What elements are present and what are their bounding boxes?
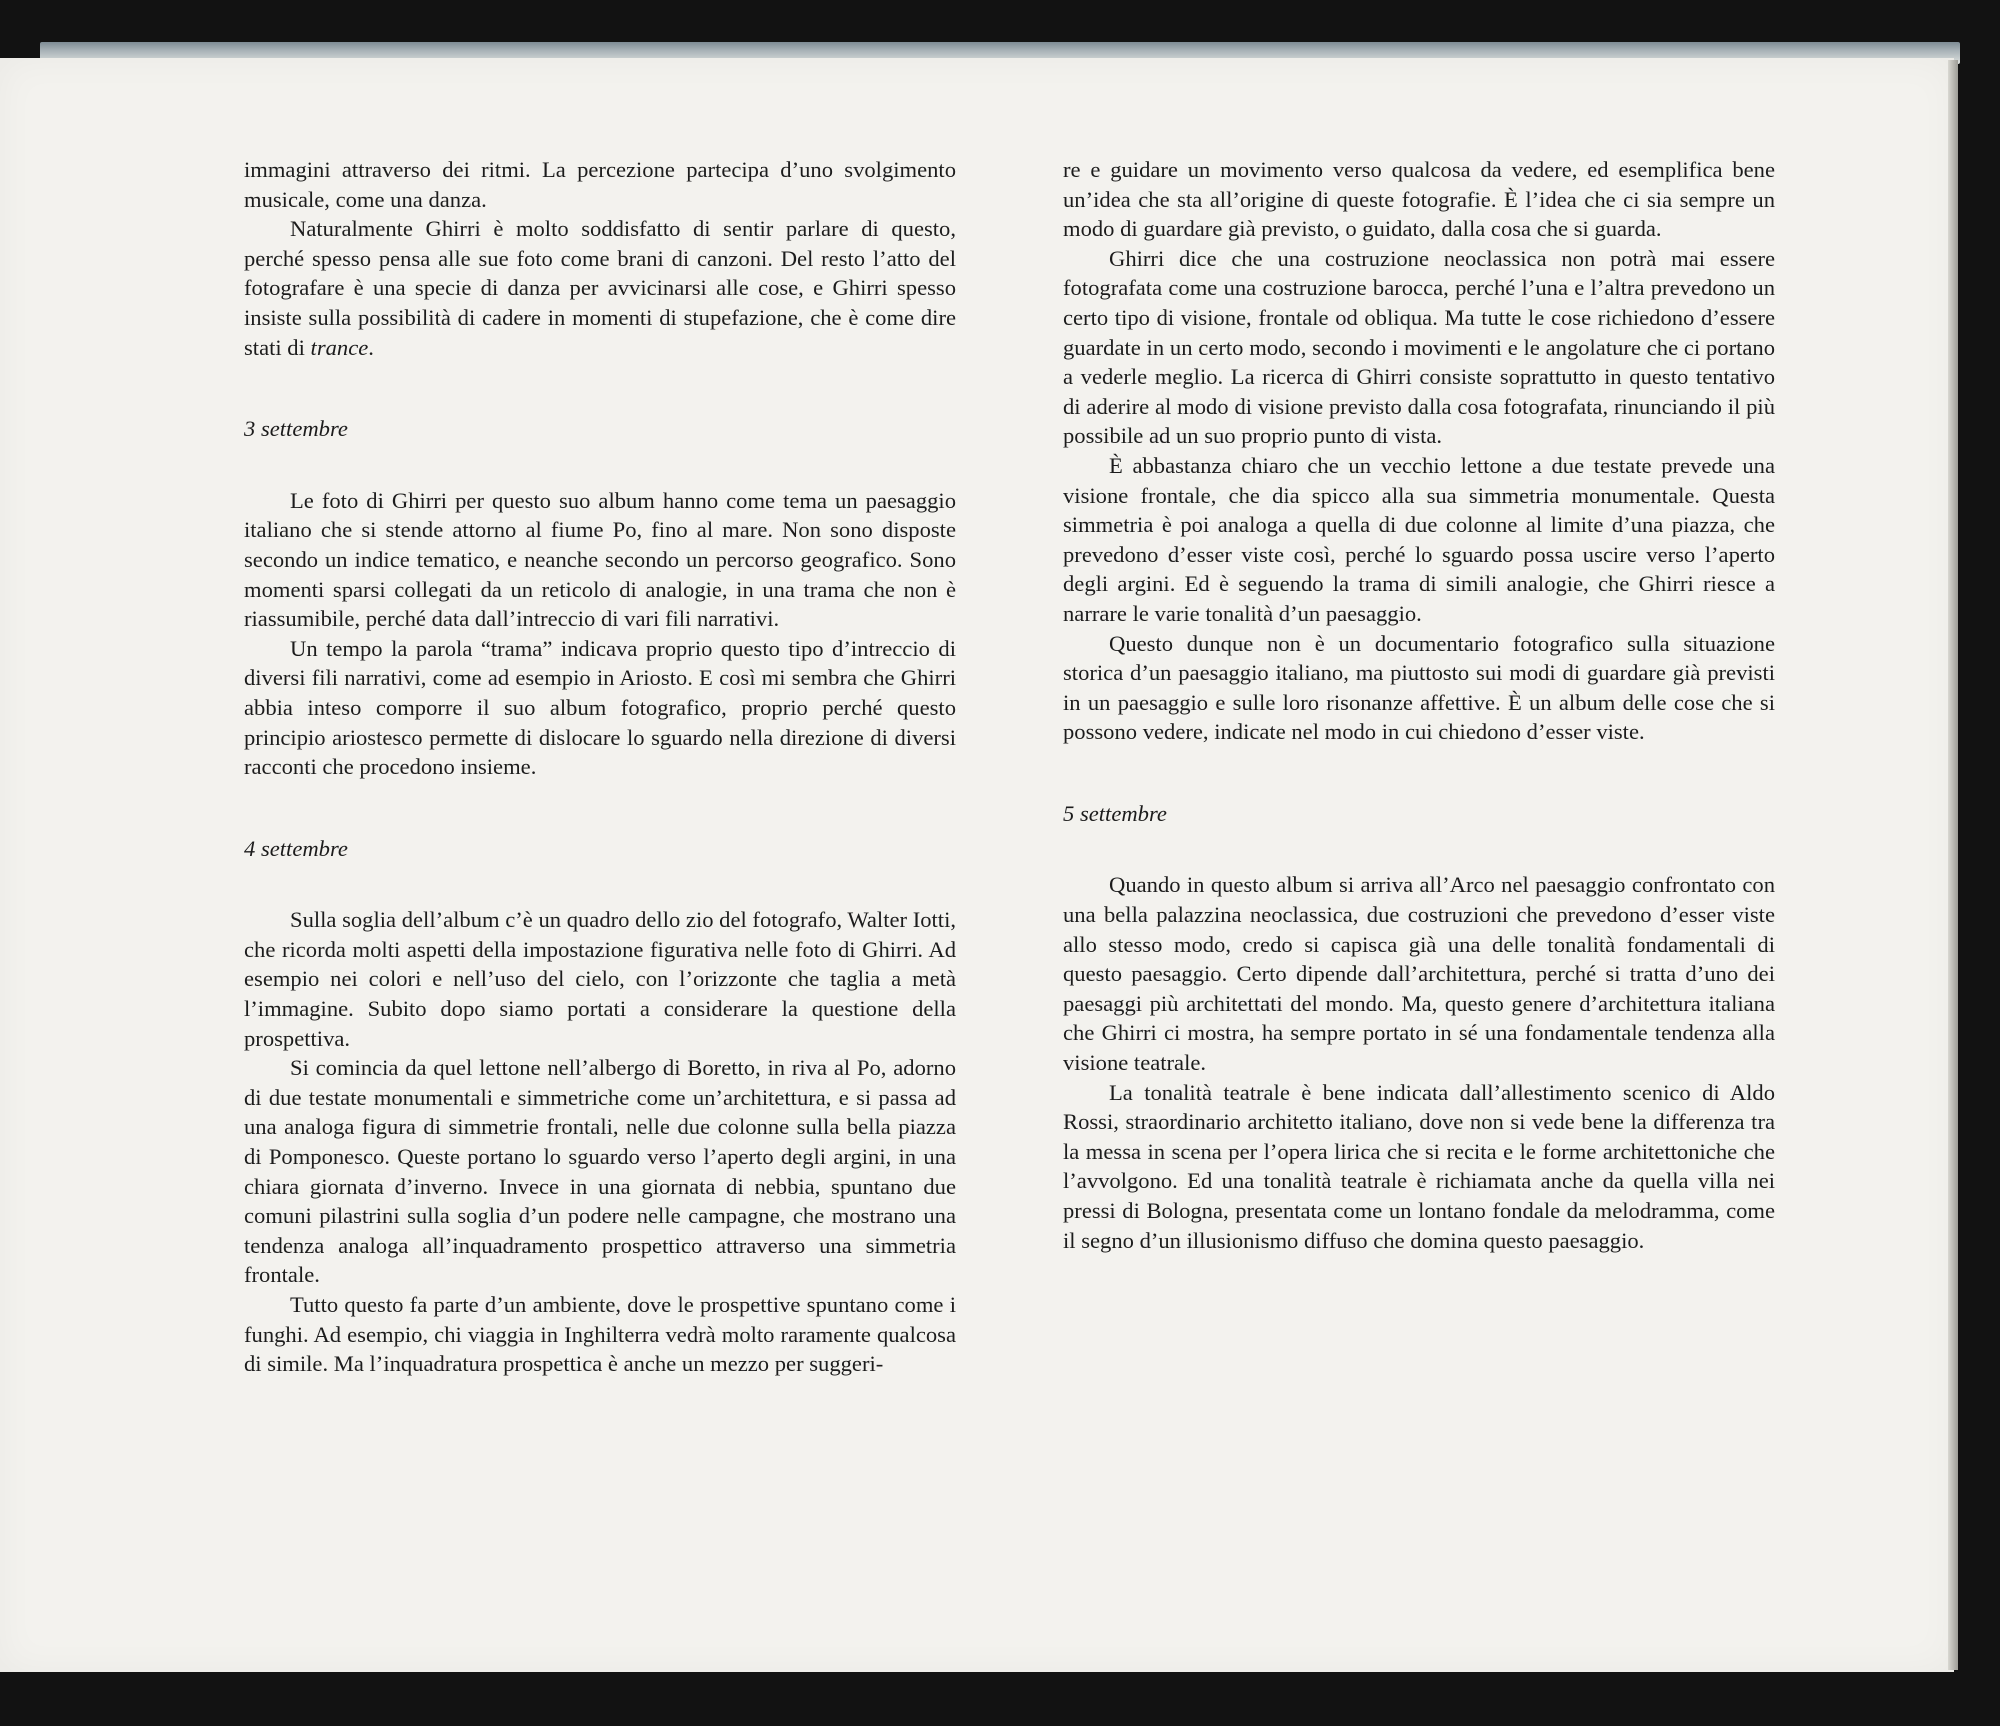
paragraph: Un tempo la parola “trama” indicava proprio questo tipo d’intreccio di diversi fili narrativi, come ad esempio in Ariosto. E così mi sembra che Ghirri abbia inteso comporre il suo album fotografico, proprio perché questo principio ariostesco permette di dislocare lo sguardo nella direzione di diversi racconti che procedono insieme.: [244, 635, 956, 780]
paragraph: [244, 214, 956, 362]
paragraph: Le foto di Ghirri per questo suo album hanno come tema un paesaggio italiano che si stende attorno al fiume Po, fino al mare. Non sono disposte secondo un indice tematico, e neanche secondo un percorso geografico. Sono momenti sparsi collegati da un reticolo di analogie, in una trama che non è riassumibile, perché data dall’intreccio di vari fili narrativi.: [244, 487, 956, 632]
left-text-column: [244, 155, 956, 1379]
paragraph: Ghirri dice che una costruzione neoclassica non potrà mai essere fotografata come una costruzione barocca, perché l’una e l’altra prevedono un certo tipo di visione, frontale od obliqua. Ma tutte le cose richiedono d’essere guardate in un certo modo, secondo i movimenti e le angolature che ci portano a vederle meglio. La ricerca di Ghirri consiste soprattutto in questo tentativo di aderire al modo di visione previsto dalla cosa fotografata, rinunciando il più possibile ad un suo proprio punto di vista.: [1063, 245, 1775, 449]
paragraph: immagini attraverso dei ritmi. La percezione partecipa d’uno svolgimento musicale, come una danza.: [244, 157, 956, 212]
right-text-column: [1063, 155, 1775, 1255]
paragraph: Quando in questo album si arriva all’Arco nel paesaggio confrontato con una bella palazzina neoclassica, due costruzioni che prevedono d’esser viste allo stesso modo, credo si capisca già una delle tonalità fondamentali di questo paesaggio. Certo dipende dall’architettura, perché si tratta d’uno dei paesaggi più architettati del mondo. Ma, questo genere d’architettura italiana che Ghirri ci mostra, ha sempre portato in sé una fondamentale tendenza alla visione teatrale.: [1063, 872, 1775, 1076]
paragraph: Questo dunque non è un documentario fotografico sulla situazione storica d’un paesaggio italiano, ma piuttosto sui modi di guardare già previsti in un paesaggio e sulle loro risonanze affettive. È un album delle cose che si possono vedere, indicate nel modo in cui chiedono d’esser viste.: [1063, 630, 1775, 745]
date-heading: 4 settembre: [244, 835, 348, 861]
paragraph: re e guidare un movimento verso qualcosa da vedere, ed esemplifica bene un’idea che sta all’origine di queste fotografie. È l’idea che ci sia sempre un modo di guardare già previsto, o guidato, dalla cosa che si guarda.: [1063, 157, 1775, 242]
paragraph-text: Naturalmente Ghirri è molto soddisfatto di sentir parlare di questo, perché spesso pensa alle sue foto come brani di canzoni. Del resto l’atto del fotografare è una specie di danza per avvicinarsi alle cose, e Ghirri spesso insiste sulla possibilità di cadere in momenti di stupefazione, che è come dire stati di: [244, 216, 956, 360]
date-heading: 3 settembre: [244, 416, 348, 442]
paragraph: Sulla soglia dell’album c’è un quadro dello zio del fotografo, Walter Iotti, che ricorda molti aspetti della impostazione figurativa nelle foto di Ghirri. Ad esempio nei colori e nell’uso del cielo, con l’orizzonte che taglia a metà l’immagine. Subito dopo siamo portati a considerare la questione della prospettiva.: [244, 907, 956, 1051]
paragraph: Tutto questo fa parte d’un ambiente, dove le prospettive spuntano come i funghi. Ad esempio, chi viaggia in Inghilterra vedrà molto raramente qualcosa di simile. Ma l’inquadratura prospettica è anche un mezzo per suggeri-: [244, 1292, 956, 1377]
paragraph: La tonalità teatrale è bene indicata dall’allestimento scenico di Aldo Rossi, straordinario architetto italiano, dove non si vede bene la differenza tra la messa in scena per l’opera lirica che si recita e le forme architettoniche che l’avvolgono. Ed una tonalità teatrale è richiamata anche da quella villa nei pressi di Bologna, presentata come un lontano fondale da melodramma, come il segno d’un illusionismo diffuso che domina questo paesaggio.: [1063, 1079, 1775, 1253]
paragraph: È abbastanza chiaro che un vecchio lettone a due testate prevede una visione frontale, che dia spicco alla sua simmetria monumentale. Questa simmetria è poi analoga a quella di due colonne al limite d’una piazza, che prevedono d’esser viste così, perché lo sguardo possa uscire verso l’aperto degli argini. Ed è seguendo la trama di simili analogie, che Ghirri riesce a narrare le varie tonalità d’un paesaggio.: [1063, 452, 1775, 626]
italic-word: trance: [310, 334, 369, 360]
paragraph-text: .: [368, 334, 374, 360]
date-heading: 5 settembre: [1063, 800, 1167, 826]
page-right-edge: [1948, 60, 1958, 1670]
paragraph: Si comincia da quel lettone nell’albergo di Boretto, in riva al Po, adorno di due testate monumentali e simmetriche come un’architettura, e si passa ad una analoga figura di simmetrie frontali, nelle due colonne sulla bella piazza di Pomponesco. Queste portano lo sguardo verso l’aperto degli argini, in una chiara giornata d’inverno. Invece in una giornata di nebbia, spuntano due comuni pilastrini sulla soglia d’un podere nelle campagne, che mostrano una tendenza analoga all’inquadramento prospettico attraverso una simmetria frontale.: [244, 1055, 956, 1288]
